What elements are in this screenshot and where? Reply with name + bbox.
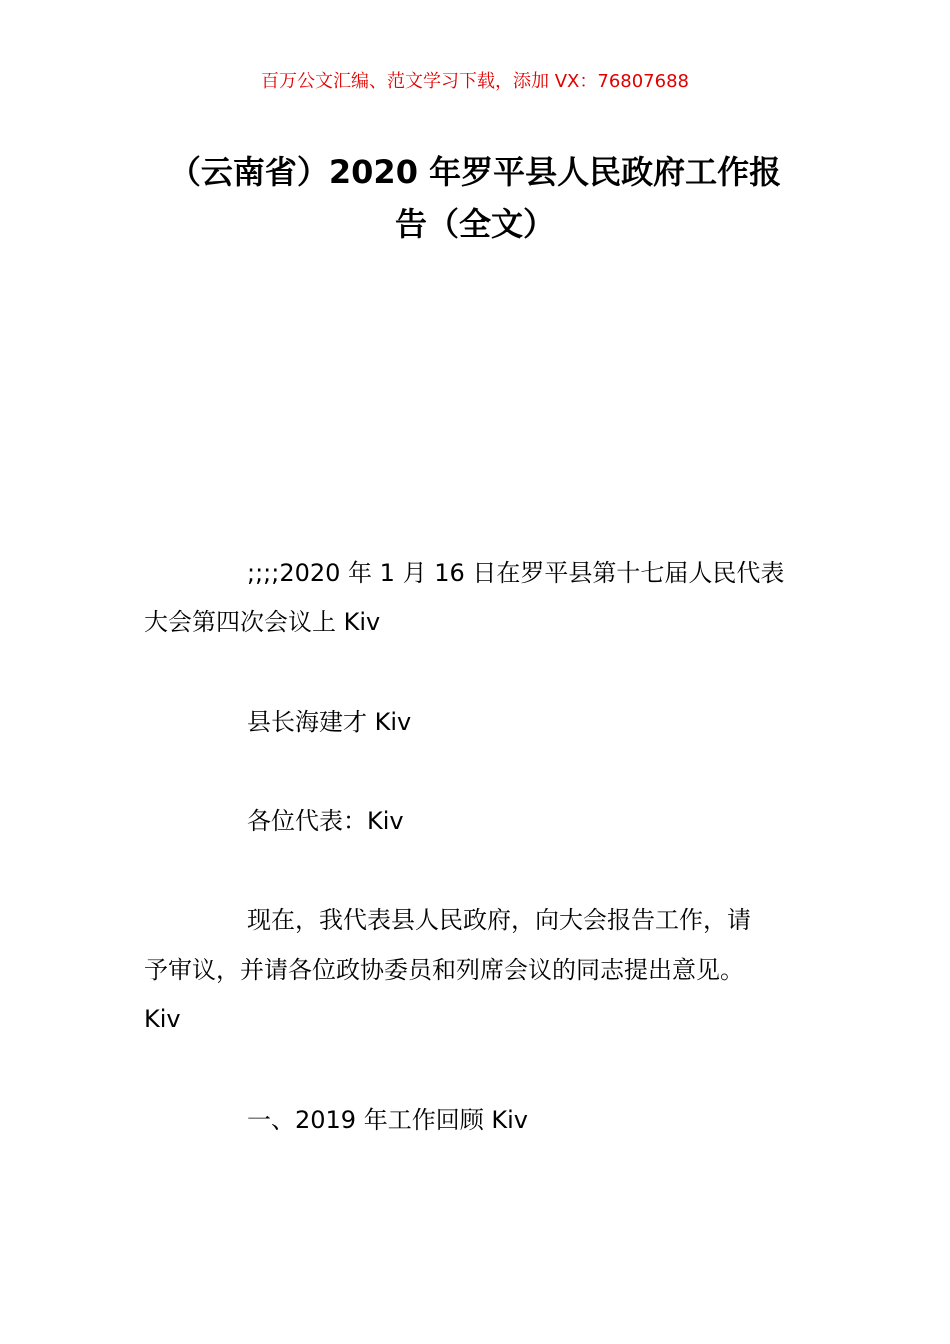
section-heading: 一、2019 年工作回顾 Kiv <box>247 1106 528 1134</box>
intro-paragraph-line-1: 现在，我代表县人民政府，向大会报告工作，请 <box>247 906 751 934</box>
document-title <box>140 146 810 250</box>
dateline-line-2: 大会第四次会议上 Kiv <box>144 608 381 636</box>
document-title-line-1: （云南省）2020 年罗平县人民政府工作报 <box>168 153 782 191</box>
speaker-line: 县长海建才 Kiv <box>247 708 412 736</box>
header-note: 百万公文汇编、范文学习下载，添加 VX：76807688 <box>261 71 689 92</box>
intro-paragraph-line-2: 予审议，并请各位政协委员和列席会议的同志提出意见。 <box>144 956 744 984</box>
dateline-line-1: ;;;;2020 年 1 月 16 日在罗平县第十七届人民代表 <box>247 559 785 587</box>
intro-paragraph-line-3: Kiv <box>144 1005 181 1033</box>
salutation: 各位代表：Kiv <box>247 807 404 835</box>
document-title-line-2: 告（全文） <box>394 205 555 243</box>
